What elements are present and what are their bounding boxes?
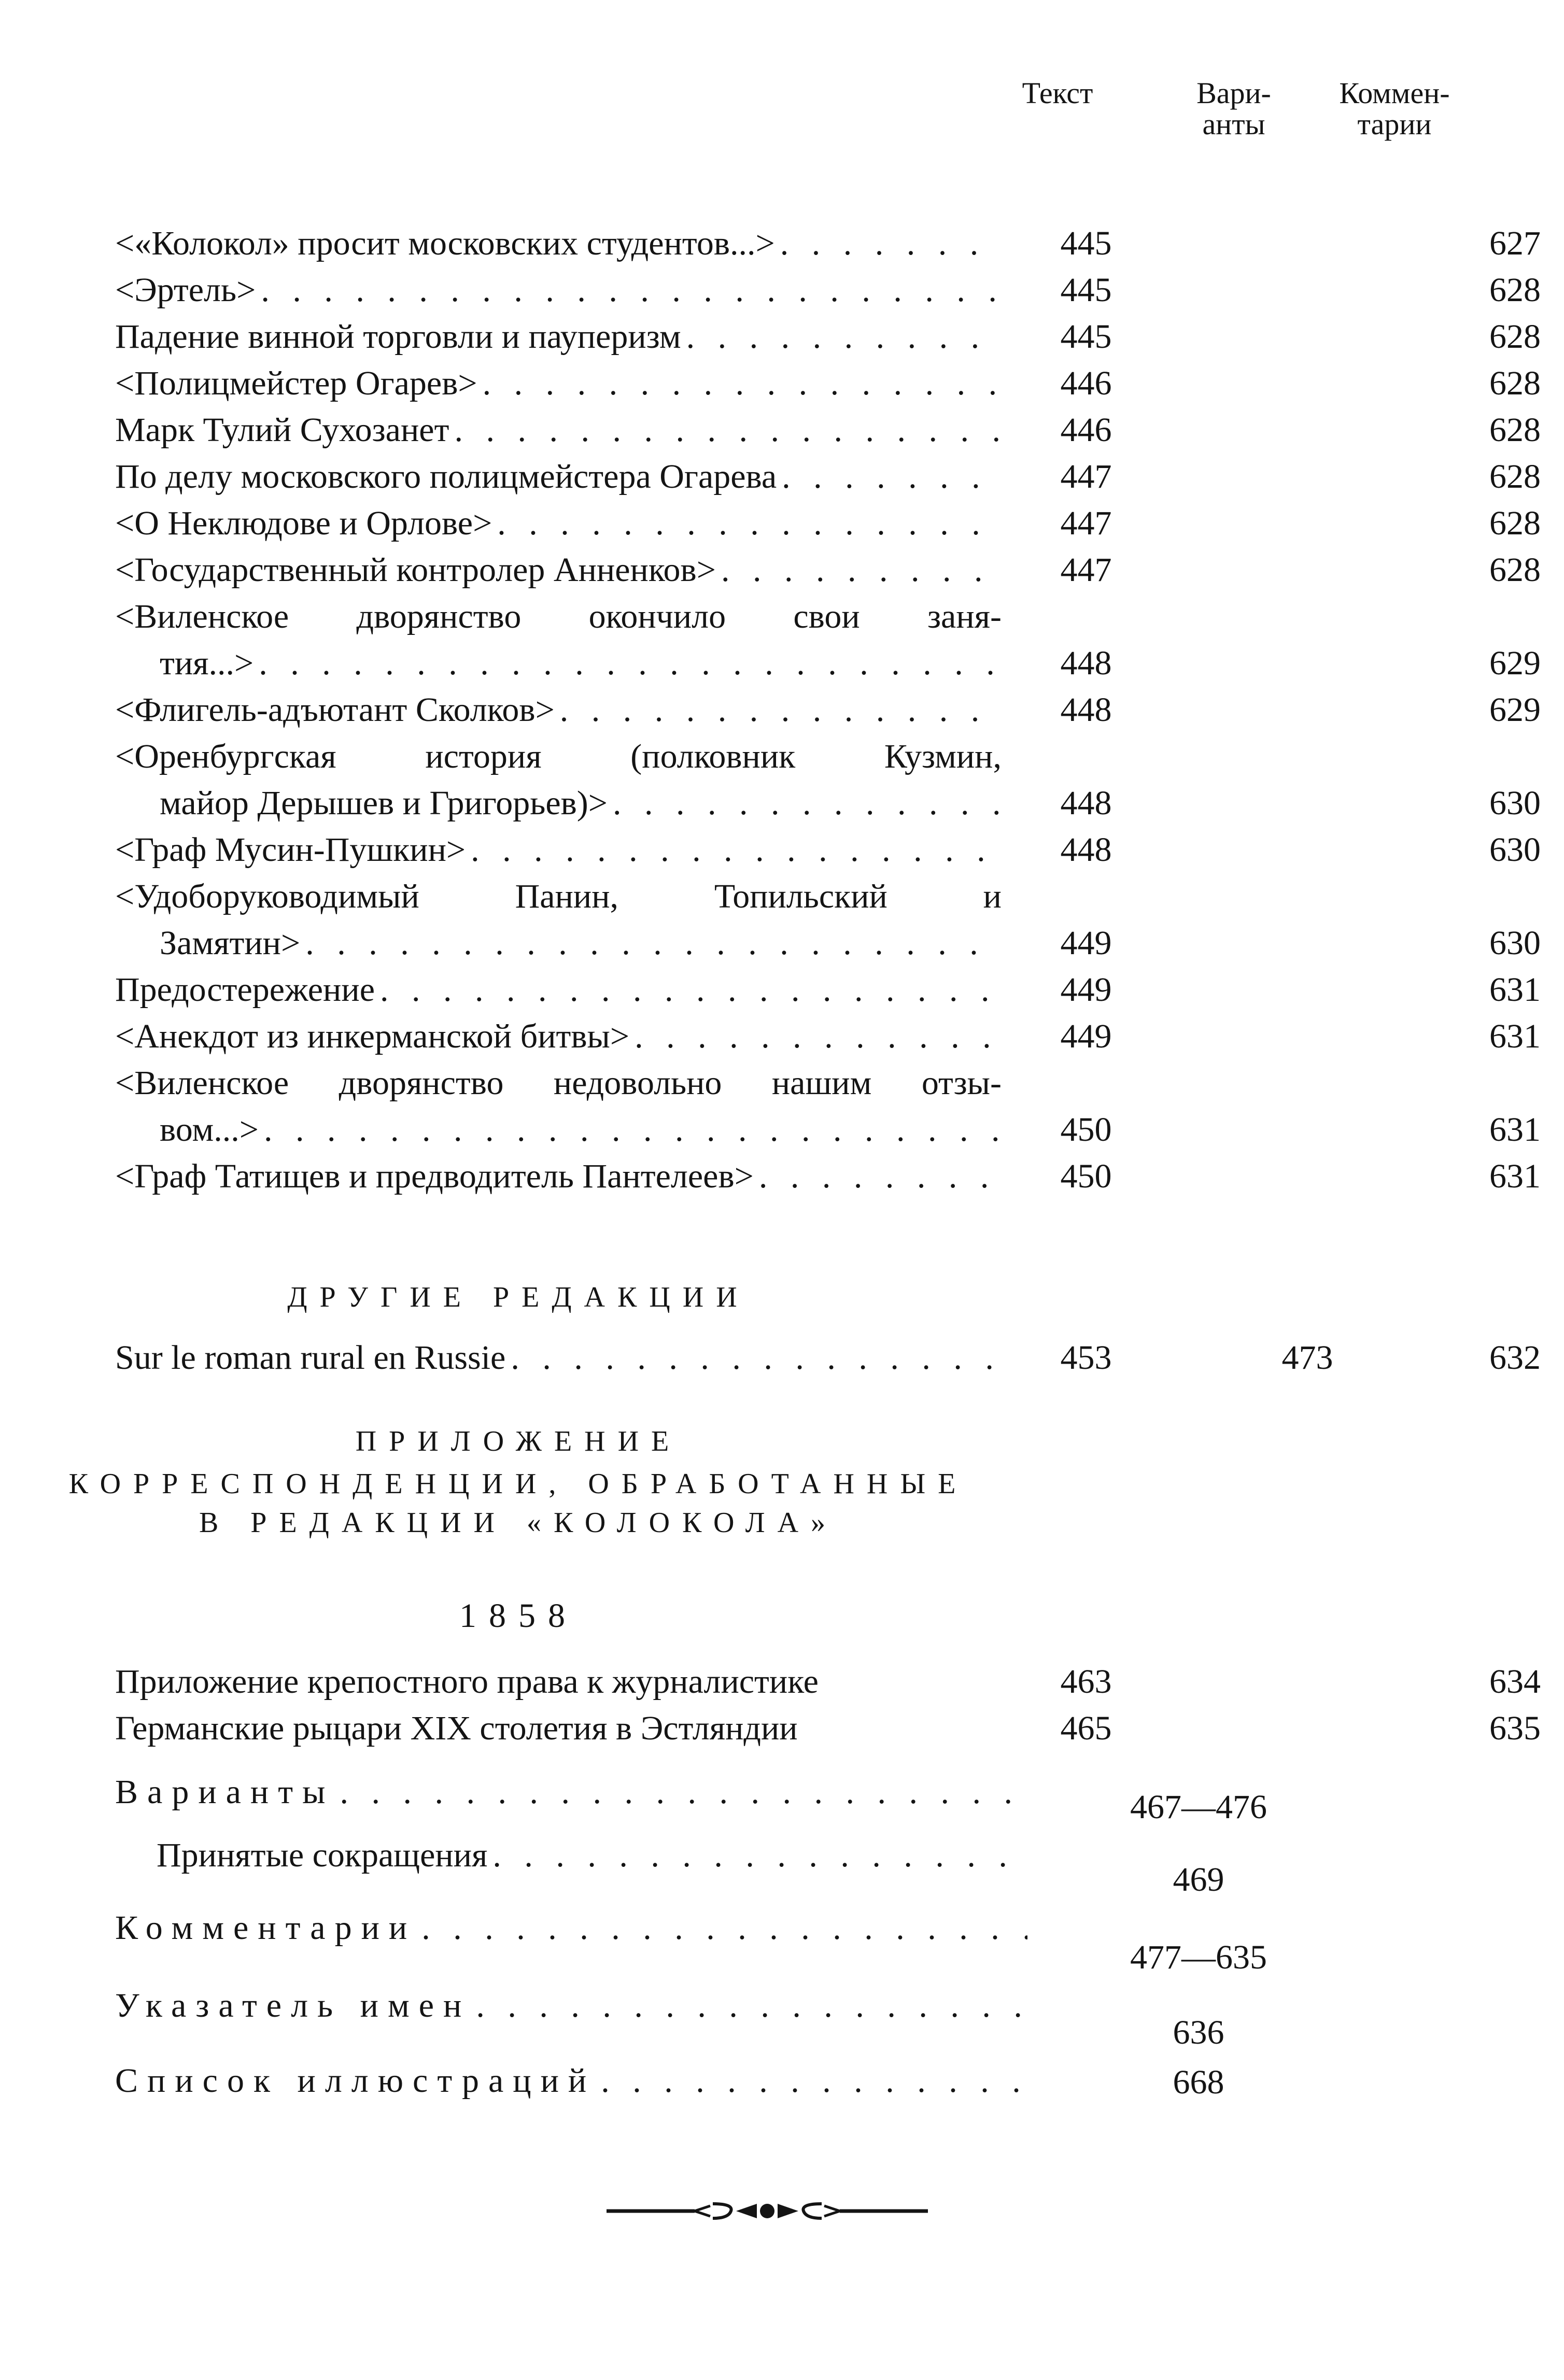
- entry-title: майор Дерышев и Григорьев)>: [160, 784, 608, 822]
- back-matter-name-index: [115, 1981, 1224, 2056]
- entry-pages: 668: [1173, 2063, 1224, 2101]
- dot-leader: [483, 360, 1002, 407]
- dot-leader: [759, 1153, 1002, 1200]
- back-matter-comments: [115, 1903, 1267, 1981]
- back-matter-abbreviations: [115, 1831, 1224, 1903]
- entry-title-line: [115, 1153, 1002, 1200]
- entry-text-page: 446: [1060, 411, 1112, 449]
- entry-title-line: [115, 500, 1002, 547]
- entry-comments-page: 628: [1489, 318, 1541, 356]
- toc-entry: [115, 220, 1541, 267]
- appendix-year: 1858: [459, 1597, 577, 1635]
- entry-title: Sur le roman rural en Russie: [115, 1339, 506, 1377]
- entry-title: Падение винной торговли и пауперизм: [115, 318, 681, 356]
- entry-title: Предостережение: [115, 971, 375, 1009]
- column-header-comments: [1312, 78, 1477, 140]
- section-title-other-editions: ДРУГИЕ РЕДАКЦИИ: [287, 1281, 750, 1313]
- dot-leader: [780, 220, 1002, 267]
- entry-text-page: 465: [1060, 1709, 1112, 1747]
- dot-leader: [721, 547, 1002, 593]
- entry-comments-page: 631: [1489, 971, 1541, 1009]
- toc-entry: [115, 314, 1541, 360]
- entry-title: <Виленское дворянство окончило свои заня-: [115, 598, 1002, 635]
- entry-title: Указатель имен: [115, 1987, 471, 2024]
- entry-title: <Флигель-адъютант Сколков>: [115, 691, 555, 729]
- dot-leader: [686, 314, 1002, 360]
- dot-leader: [635, 1013, 1002, 1060]
- entry-comments-page: 630: [1489, 784, 1541, 822]
- entry-text-page: 448: [1060, 691, 1112, 729]
- entry-title: По делу московского полицмейстера Огарева: [115, 458, 777, 495]
- entry-title: <Оренбургская история (полковник Кузмин,: [115, 738, 1002, 775]
- toc-entry: [115, 593, 1541, 687]
- entry-text-page: 446: [1060, 364, 1112, 402]
- dot-leader: [471, 827, 1002, 873]
- dot-leader: [560, 687, 1002, 733]
- entry-title: <Удоборуководимый Панин, Топильский и: [115, 877, 1002, 915]
- entry-text-page: 449: [1060, 1017, 1112, 1055]
- entry-title-line: [115, 1060, 1002, 1107]
- entry-comments-page: 628: [1489, 271, 1541, 309]
- entry-text-page: 447: [1060, 551, 1112, 589]
- entry-comments-page: 634: [1489, 1663, 1541, 1701]
- entry-pages: 477—635: [1130, 1938, 1267, 1976]
- entry-comments-page: 631: [1489, 1157, 1541, 1195]
- entry-comments-page: 635: [1489, 1709, 1541, 1747]
- entry-comments-page: 628: [1489, 551, 1541, 589]
- entry-title-line: [115, 314, 1002, 360]
- entry-title: <«Колокол» просит московских студентов...>: [115, 224, 775, 262]
- decorative-rule-icon: [607, 2192, 928, 2229]
- entry-pages: 636: [1173, 2014, 1224, 2051]
- dot-leader: [305, 920, 1002, 967]
- appendix-subtitle-line1: КОРРЕСПОНДЕНЦИИ, ОБРАБОТАННЫЕ: [68, 1468, 968, 1500]
- dot-leader: [511, 1335, 1002, 1381]
- column-header-variants-line1: Вари-: [1196, 76, 1271, 110]
- entry-title-line: [115, 827, 1002, 873]
- entry-text-page: 463: [1060, 1663, 1112, 1701]
- entry-title: Марк Тулий Сухозанет: [115, 411, 449, 449]
- column-header-variants-line2: анты: [1202, 107, 1265, 141]
- entry-pages: 467—476: [1130, 1788, 1267, 1826]
- toc-entry: [115, 1013, 1541, 1060]
- entry-title: <Анекдот из инкерманской битвы>: [115, 1017, 630, 1055]
- column-header-variants: [1182, 78, 1286, 140]
- back-matter: [115, 1767, 1267, 2106]
- entry-title: тия...>: [160, 644, 254, 682]
- entry-title: <Граф Мусин-Пушкин>: [115, 831, 466, 869]
- toc-entry: [115, 733, 1541, 827]
- dot-leader: [264, 1107, 1002, 1153]
- dot-leader: [476, 1981, 1027, 2031]
- entry-title: Список иллюстраций: [115, 2062, 596, 2100]
- entry-comments-page: 628: [1489, 364, 1541, 402]
- column-header-text-label: Текст: [1022, 76, 1093, 110]
- entry-comments-page: 628: [1489, 411, 1541, 449]
- entry-text-page: 448: [1060, 784, 1112, 822]
- entry-title-line: [115, 873, 1002, 920]
- entry-title-line: [115, 593, 1002, 640]
- entry-comments-page: 631: [1489, 1017, 1541, 1055]
- entry-title: Варианты: [115, 1773, 335, 1811]
- entry-title-line: [115, 267, 1002, 314]
- entry-title: вом...>: [160, 1111, 259, 1149]
- toc-entry: [115, 967, 1541, 1013]
- entry-variants-page: 473: [1281, 1339, 1333, 1377]
- entry-title-continuation: [115, 1107, 1002, 1153]
- toc-entry: [115, 827, 1541, 873]
- toc-entry: [115, 1060, 1541, 1153]
- entry-title-continuation: [115, 780, 1002, 827]
- toc-entry: [115, 500, 1541, 547]
- entry-title: <Виленское дворянство недовольно нашим отзы-: [115, 1064, 1002, 1102]
- entry-title: Германские рыцари XIX столетия в Эстляндии: [115, 1709, 798, 1747]
- toc-entry: [115, 454, 1541, 500]
- entry-comments-page: 629: [1489, 644, 1541, 682]
- entry-title-line: [115, 687, 1002, 733]
- entry-title: Комментарии: [115, 1909, 417, 1947]
- entry-title-continuation: [115, 640, 1002, 687]
- dot-leader: [340, 1767, 1027, 1817]
- entry-title: Замятин>: [160, 924, 301, 962]
- entry-title-line: [115, 407, 1002, 454]
- entry-title: <Государственный контролер Анненков>: [115, 551, 716, 589]
- entry-title: Приложение крепостного права к журналистике: [115, 1663, 819, 1701]
- toc-entry: [115, 267, 1541, 314]
- toc-entry: [115, 407, 1541, 454]
- entry-title-line: [115, 967, 1002, 1013]
- back-matter-variants: [115, 1767, 1267, 1831]
- entry-comments-page: 628: [1489, 504, 1541, 542]
- toc-entry: [115, 873, 1541, 967]
- entry-text-page: 450: [1060, 1157, 1112, 1195]
- dot-leader: [613, 780, 1002, 827]
- appendix-entries: [115, 1659, 1541, 1752]
- entry-title: Принятые сокращения: [157, 1836, 488, 1874]
- entry-text-page: 448: [1060, 831, 1112, 869]
- entry-comments-page: 627: [1489, 224, 1541, 262]
- column-header-comments-line1: Коммен-: [1339, 76, 1450, 110]
- entry-title: <Эртель>: [115, 271, 256, 309]
- entry-text-page: 449: [1060, 971, 1112, 1009]
- dot-leader: [782, 454, 1002, 500]
- entry-pages: 469: [1173, 1861, 1224, 1899]
- entry-comments-page: 629: [1489, 691, 1541, 729]
- entry-comments-page: 631: [1489, 1111, 1541, 1149]
- entry-text-page: 450: [1060, 1111, 1112, 1149]
- section-title-appendix: ПРИЛОЖЕНИЕ: [355, 1425, 682, 1457]
- dot-leader: [601, 2056, 1027, 2106]
- appendix-subtitle-line2: В РЕДАКЦИИ «КОЛОКОЛА»: [199, 1507, 838, 1539]
- column-header-comments-line2: тарии: [1357, 107, 1432, 141]
- dot-leader: [421, 1903, 1027, 1953]
- entry-text-page: 445: [1060, 224, 1112, 262]
- entry-title-line: [115, 454, 1002, 500]
- toc-entries: [115, 220, 1541, 1200]
- entry-text-page: 449: [1060, 924, 1112, 962]
- dot-leader: [497, 500, 1002, 547]
- entry-title-line: [115, 220, 1002, 267]
- dot-leader: [492, 1831, 1027, 1880]
- entry-comments-page: 628: [1489, 458, 1541, 495]
- toc-entry: [115, 1335, 1541, 1381]
- toc-entry: [115, 687, 1541, 733]
- entry-text-page: 448: [1060, 644, 1112, 682]
- entry-title-continuation: [115, 920, 1002, 967]
- entry-title: <Граф Татищев и предводитель Пантелеев>: [115, 1157, 754, 1195]
- toc-entry: [115, 547, 1541, 593]
- entry-title-line: [115, 360, 1002, 407]
- entry-comments-page: 630: [1489, 924, 1541, 962]
- dot-leader: [259, 640, 1002, 687]
- column-header-text: [1006, 78, 1109, 109]
- dot-leader: [454, 407, 1002, 454]
- toc-entry: [115, 1705, 1541, 1752]
- entry-title: <О Неклюдове и Орлове>: [115, 504, 492, 542]
- entry-text-page: 447: [1060, 458, 1112, 495]
- entry-title-line: [115, 547, 1002, 593]
- other-editions-entry: [115, 1335, 1541, 1381]
- toc-entry: [115, 1659, 1541, 1705]
- entry-text-page: 447: [1060, 504, 1112, 542]
- toc-entry: [115, 1153, 1541, 1200]
- dot-leader: [380, 967, 1002, 1013]
- entry-text-page: 445: [1060, 271, 1112, 309]
- dot-leader: [261, 267, 1002, 314]
- entry-title-line: [115, 1013, 1002, 1060]
- entry-text-page: 453: [1060, 1339, 1112, 1377]
- entry-comments-page: 630: [1489, 831, 1541, 869]
- entry-text-page: 445: [1060, 318, 1112, 356]
- toc-entry: [115, 360, 1541, 407]
- back-matter-illustrations: [115, 2056, 1224, 2106]
- entry-comments-page: 632: [1489, 1339, 1541, 1377]
- entry-title-line: [115, 733, 1002, 780]
- entry-title: <Полицмейстер Огарев>: [115, 364, 477, 402]
